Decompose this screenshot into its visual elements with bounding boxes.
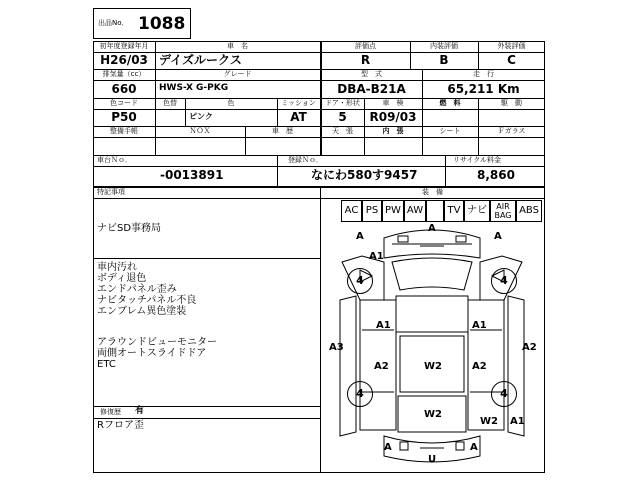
grade-label: グレード (223, 70, 252, 78)
lot-number-label: 出品No． (98, 19, 129, 27)
damage-u-rear: U (428, 454, 437, 465)
exterior-score-value: C (507, 53, 516, 67)
interior-score-value: B (439, 53, 449, 67)
color-label: 色 (227, 99, 235, 107)
fuel-label: 燃 料 (439, 99, 461, 107)
damage-a3-left: A3 (329, 342, 344, 353)
inspection-label: 車 検 (382, 99, 404, 107)
repair-history-label: 修復歴 (100, 408, 121, 416)
equipment-label: 装 備 (422, 188, 443, 196)
score-label: 評価点 (355, 42, 376, 50)
equipment-ac: AC (341, 200, 362, 222)
interior-roof-label: 内 張 (382, 127, 404, 135)
repair-history-note: Rフロア歪 (97, 420, 144, 431)
displacement-label: 排気量（cc） (102, 70, 146, 78)
damage-a-front-right: A (494, 231, 502, 242)
car-name-label: 車 名 (227, 42, 248, 50)
damage-a1-rear-right: A1 (510, 416, 525, 427)
notes-item-8: ETC (97, 359, 116, 370)
repair-history-value: 有 (135, 406, 145, 416)
color-value: ピンク (189, 112, 213, 121)
damage-a2-right-side: A2 (522, 342, 537, 353)
chassis-value: -0013891 (160, 168, 224, 182)
mileage-value: 65,211 Km (447, 82, 520, 96)
doors-label: ドア・形状 (325, 99, 360, 107)
damage-a1-left-front: A1 (376, 320, 391, 331)
damage-a1-right-front: A1 (472, 320, 487, 331)
color-code-value: P50 (111, 110, 137, 124)
notes-item-5: エンブレム異色塗装 (97, 306, 187, 317)
tire-front-left: 4 (347, 268, 373, 294)
damage-w2-center: W2 (424, 361, 442, 372)
transmission-value: AT (290, 110, 307, 124)
glass-label: Ｆガラス (497, 127, 526, 135)
seat-label: シート (439, 127, 461, 135)
equipment-tv: TV (444, 200, 464, 222)
tire-rear-left: 4 (347, 381, 373, 407)
equipment-pw: PW (382, 200, 404, 222)
recycle-value: 8,860 (477, 168, 515, 182)
color-change-label: 色替 (163, 99, 177, 107)
damage-a2-left-mid: A2 (374, 361, 389, 372)
tire-front-right: 4 (491, 268, 517, 294)
model-label: 型 式 (361, 70, 382, 78)
maintenance-label: 整備手帳 (110, 127, 138, 135)
tire-rear-right: 4 (491, 381, 517, 407)
displacement-value: 660 (111, 82, 137, 96)
lot-number-box (93, 8, 191, 39)
registration-value: H26/03 (100, 53, 148, 67)
plate-label: 登録Ｎｏ． (288, 156, 323, 164)
notes-item-4: ナビタッチパネル不良 (97, 295, 197, 306)
interior-score-label: 内装評価 (430, 42, 458, 50)
doors-value: 5 (338, 110, 347, 124)
damage-a1-left-upper: A1 (369, 251, 384, 262)
damage-a-front-left: A (356, 231, 364, 242)
notes-item-7: 両側オートスライドドア (97, 348, 207, 359)
damage-w2-rear-right: W2 (480, 416, 498, 427)
notes-item-1: 車内汚れ (97, 262, 137, 273)
car-name-value: デイズルークス (159, 53, 242, 67)
equipment-navi: ナビ (464, 200, 490, 222)
nox-label: ＮＯＸ (189, 127, 211, 135)
equipment-ps: PS (362, 200, 382, 222)
notes-item-2: ボディ退色 (97, 273, 147, 284)
plate-value: なにわ580す9457 (311, 168, 418, 182)
damage-a-front-center: A (428, 223, 436, 234)
model-value: DBA-B21A (337, 82, 406, 96)
equipment-blank (426, 200, 444, 222)
registration-label: 初年度登録年月 (99, 42, 149, 50)
drive-label: 駆 動 (501, 99, 522, 107)
grade-value: HWS-X G-PKG (159, 83, 229, 93)
recycle-label: リサイクル料金 (453, 156, 502, 164)
equipment-abs: ABS (516, 200, 542, 222)
notes-item-3: エンドパネル歪み (97, 284, 177, 295)
transmission-label: ミッション (281, 99, 316, 107)
lot-number: 1088 (138, 14, 186, 34)
inspection-value: R09/03 (369, 110, 417, 124)
chassis-label: 車台Ｎｏ． (97, 156, 132, 164)
score-value: R (360, 53, 371, 67)
damage-a-rear-left: A (384, 442, 392, 453)
notes-item-6: アラウンドビューモニター (97, 337, 217, 348)
damage-a2-right-mid: A2 (472, 361, 487, 372)
notes-label: 特記事項 (97, 188, 125, 196)
equipment-airbag: AIR BAG (490, 200, 516, 222)
damage-w2-rear: W2 (424, 409, 442, 420)
exterior-score-label: 外装評価 (497, 42, 526, 50)
notes-line-1: ナビSD事務局 (97, 223, 162, 234)
history-label: 車 歴 (272, 127, 293, 135)
mileage-label: 走 行 (473, 70, 494, 78)
sunroof-label: 天 張 (332, 127, 353, 135)
color-code-label: 色コード (110, 99, 138, 107)
equipment-aw: AW (404, 200, 426, 222)
damage-a-rear-right: A (470, 442, 478, 453)
